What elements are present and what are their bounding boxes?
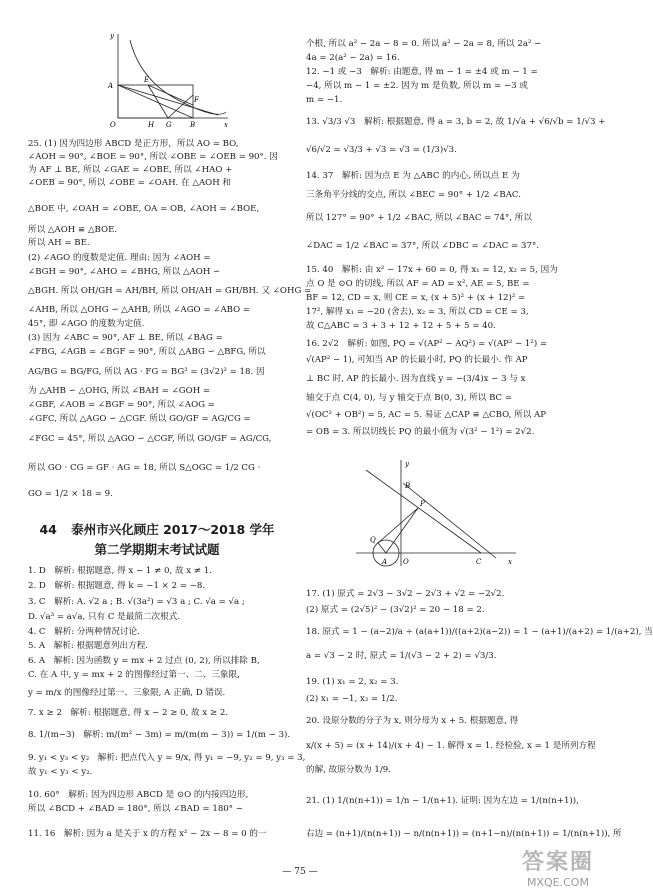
- fig-label: B: [190, 121, 196, 129]
- text-line: 16. 2√2 解析: 如图, PQ = √(AP² − AQ²) = √(AP² − 1²) =: [306, 339, 548, 349]
- text-line: √(AP² − 1), 可知当 AP 的长最小时, PQ 的长最小. 作 AP: [306, 355, 528, 365]
- text-line: 点 O 是 ⊙O 的切线, 所以 AF = AD = x², AE = 5, BE =: [306, 279, 530, 289]
- text-line: 13. √3/3 √3 解析: 根据题意, 得 a = 3, b = 2, 故 1/√a + √6/√b = 1/√3 +: [306, 117, 606, 127]
- fig-label: y: [405, 460, 409, 468]
- answer-line: 5. A 解析: 根据题意列出方程.: [28, 641, 149, 651]
- text-line: △BGH. 所以 OH/GH = AH/BH, 所以 OH/AH = GH/BH. 又 ∠OHG =: [28, 286, 312, 296]
- fig-label: P: [420, 500, 425, 508]
- text-line: 4a = 2(a² − 2a) = 16.: [306, 53, 400, 63]
- text-line: 三条角平分线的交点, 所以 ∠BEC = 90° + 1/2 ∠BAC.: [306, 190, 521, 200]
- square-figure: [108, 30, 238, 130]
- text-line: ∠GBF, ∠AOB = ∠BGF = 90°, 所以 ∠AOG =: [28, 400, 215, 410]
- text-line: △BOE 中, ∠OAH = ∠OBE, OA = OB, ∠AOH = ∠BOE,: [28, 204, 260, 214]
- answer-line: 3. C 解析: A. √2 a ; B. √(3a²) = √3 a ; C. √a = √a ;: [28, 597, 245, 607]
- text-line: 所以 GO · CG = GF · AG = 18, 所以 S△OGC = 1/2 CG ·: [28, 463, 261, 473]
- text-line: 为 △AHB ∽ △OHG, 所以 ∠BAH = ∠GOH =: [28, 386, 211, 396]
- text-line: 25. (1) 因为四边形 ABCD 是正方形，所以 AO = BO,: [28, 139, 239, 149]
- answer-line: y = m/x 的图像经过第一、三象限, A 正确, D 错误.: [28, 688, 226, 698]
- answer-line: 1. D 解析: 根据题意, 得 x − 1 ≠ 0, 故 x ≠ 1.: [28, 566, 213, 576]
- page-number: — 75 —: [282, 867, 318, 877]
- text-line: 12. −1 或 −3 解析: 由题意, 得 m − 1 = ±4 或 m − 1 =: [306, 67, 538, 77]
- text-line: 15. 40 解析: 由 x² − 17x + 60 = 0, 得 x₁ = 12, x₂ = 5, 因为: [306, 265, 558, 275]
- answer-line: C. 在 A 中, y = mx + 2 的图像经过第一、二、三象限,: [28, 670, 240, 680]
- text-line: ∠FBG, ∠AGB = ∠BGF = 90°, 所以 △ABG ∽ △BFG, 所以: [28, 347, 266, 357]
- answer-line: 9. y₁ < y₃ < y₂ 解析: 把点代入 y = 9/x, 得 y₁ = −9, y₂ = 9, y₃ = 3,: [28, 753, 306, 763]
- text-line: GO = 1/2 × 18 = 9.: [28, 489, 113, 499]
- answer-line: 故 y₁ < y₃ < y₂.: [28, 767, 93, 777]
- section-number: 44: [39, 522, 57, 537]
- text-line: ⊥ BC 时, AP 的长最小. 因为直线 y = −(3/4)x − 3 与 x: [306, 374, 526, 384]
- fig-label: B: [405, 482, 411, 490]
- answer-line: 17. (1) 原式 = 2√3 − 3√2 − 2√3 + √2 = −2√2.: [306, 589, 505, 599]
- answer-line: (2) 原式 = (2√5)² − (3√2)² = 20 − 18 = 2.: [306, 605, 485, 615]
- answer-line: 20. 设原分数的分子为 x, 则分母为 x + 5. 根据题意, 得: [306, 716, 519, 726]
- text-line: ∠AHB, 所以 △OHG ∽ △AHB, 所以 ∠AGO = ∠ABO =: [28, 305, 251, 315]
- text-line: BF = 12, CD = x, 则 CE = x, (x + 5)² + (x + 12)² =: [306, 293, 526, 303]
- answer-line: x/(x + 5) = (x + 14)/(x + 4) − 1. 解得 x = 1. 经检验, x = 1 是所列方程: [306, 741, 596, 751]
- text-line: ∠OEB = 90°, 所以 ∠OBE = ∠OAH. 在 △AOH 和: [28, 178, 232, 188]
- text-line: 为 AF ⊥ BE, 所以 ∠GAE = ∠OBE, 所以 ∠HAO +: [28, 165, 233, 175]
- text-line: 轴交于点 C(4, 0), 与 y 轴交于点 B(0, 3), 所以 BC =: [306, 393, 513, 403]
- fig-label: x: [224, 121, 228, 129]
- fig-label: O: [403, 558, 409, 566]
- text-line: √6/√2 = √3/3 + √3 = √3 = (1/3)√3.: [306, 145, 457, 155]
- fig-label: A: [382, 558, 388, 566]
- answer-line: 8. 1/(m−3) 解析: m/(m² − 3m) = m/(m(m − 3)) = 1/(m − 3).: [28, 730, 291, 740]
- text-line: ∠GFC, 所以 △AGO ∽ △CGF. 所以 GO/GF = AG/CG =: [28, 414, 251, 424]
- watermark-text: 答案圈: [521, 850, 594, 875]
- text-line: (2) ∠AGO 的度数是定值. 理由: 因为 ∠AOH =: [28, 253, 211, 263]
- watermark-url: MXQE.COM: [527, 876, 589, 889]
- answer-line: 2. D 解析: 根据题意, 得 k = −1 × 2 = −8.: [28, 581, 206, 591]
- text-line: = OB = 3. 所以切线长 PQ 的最小值为 √(3² − 1²) = 2√2.: [306, 427, 535, 437]
- answer-line: 所以 ∠BCD + ∠BAD = 180°, 所以 ∠BAD = 180° −: [28, 804, 243, 814]
- answer-line: 18. 原式 = 1 − (a−2)/a ÷ (a(a+1))/((a+2)(a−2)) = 1 − (a+1)/(a+2) = 1/(a+2), 当: [306, 627, 653, 637]
- text-line: −4, 所以 m − 1 = ±2. 因为 m 是负数, 所以 m = −3 或: [306, 81, 528, 91]
- fig-label: A: [108, 82, 114, 90]
- circle-line-figure: [356, 458, 516, 568]
- fig-label: E: [144, 76, 150, 84]
- answer-line: 4. C 解析: 分两种情况讨论.: [28, 627, 140, 637]
- answer-line: (2) x₁ = −1, x₂ = 1/2.: [306, 694, 398, 704]
- text-line: ∠DAC = 1/2 ∠BAC = 37°, 所以 ∠DBC = ∠DAC = 37°.: [306, 241, 539, 251]
- text-line: (3) 因为 ∠ABC = 90°, AF ⊥ BE, 所以 ∠BAG =: [28, 333, 223, 343]
- text-line: 45°, 即 ∠AGO 的度数为定值.: [28, 319, 145, 329]
- answer-line: 6. A 解析: 因为函数 y = mx + 2 过点 (0, 2), 所以排除 B,: [28, 656, 260, 666]
- answer-line: 的解, 故原分数为 1/9.: [306, 765, 391, 775]
- text-line: 个根, 所以 a² − 2a − 8 = 0. 所以 a² − 2a = 8, 所以 2a² −: [306, 39, 542, 49]
- answer-line: 7. x ≥ 2 解析: 根据题意, 得 x − 2 ≥ 0, 故 x ≥ 2.: [28, 708, 229, 718]
- section-title-line1: 泰州市兴化顾庄 2017～2018 学年: [71, 522, 275, 537]
- text-line: 14. 37 解析: 因为点 E 为 △ABC 的内心, 所以点 E 为: [306, 171, 520, 181]
- text-line: 故 C△ABC = 3 + 3 + 12 + 12 + 5 + 5 = 40.: [306, 321, 496, 331]
- fig-label: Q: [370, 536, 376, 544]
- fig-label: y: [110, 32, 114, 40]
- section-subtitle: 第二学期期末考试试题: [94, 542, 220, 557]
- fig-label: F: [194, 96, 199, 104]
- answer-line: 10. 60° 解析: 因为四边形 ABCD 是 ⊙O 的内接四边形,: [28, 790, 249, 800]
- answer-line: D. √a³ = a√a, 只有 C 是最简二次根式.: [28, 612, 181, 622]
- text-line: 所以 △AOH ≌ △BOE.: [28, 225, 118, 235]
- text-line: ∠FGC = 45°, 所以 △AGO ∽ △CGF, 所以 GO/GF = AG/CG,: [28, 434, 272, 444]
- fig-label: G: [166, 121, 172, 129]
- text-line: ∠BGH = 90°, ∠AHO = ∠BHG, 所以 △AOH ∽: [28, 267, 221, 277]
- text-line: ∠AOH = 90°, ∠BOE = 90°, 所以 ∠OBE = ∠OEB = 90°. 因: [28, 152, 278, 162]
- answer-line: a = √3 − 2 时, 原式 = 1/(√3 − 2 + 2) = √3/3.: [306, 651, 497, 661]
- answer-line: 11. 16 解析: 因为 a 是关于 x 的方程 x² − 2x − 8 = 0 的一: [28, 829, 267, 839]
- answer-line: 右边 = (n+1)/(n(n+1)) − n/(n(n+1)) = (n+1−n)/(n(n+1)) = 1/(n(n+1)), 所: [306, 829, 622, 839]
- answer-line: 21. (1) 1/(n(n+1)) = 1/n − 1/(n+1). 证明: 因为左边 = 1/(n(n+1)),: [306, 796, 579, 806]
- text-line: 所以 AH = BE.: [28, 238, 90, 248]
- text-line: m = −1.: [306, 95, 343, 105]
- fig-label: C: [476, 558, 482, 566]
- watermark-logo: [522, 845, 594, 889]
- fig-label: O: [110, 121, 116, 129]
- text-line: 17², 解得 x₁ = −20 (舍去), x₂ = 3, 所以 CD = CE = 3,: [306, 307, 529, 317]
- text-line: 所以 127° = 90° + 1/2 ∠BAC, 所以 ∠BAC = 74°, 所以: [306, 213, 532, 223]
- fig-label: H: [148, 121, 155, 129]
- text-line: AG/BG = BG/FG, 所以 AG · FG = BG² = (3√2)² = 18. 因: [28, 367, 265, 377]
- answer-line: 19. (1) x₁ = 2, x₂ = 3.: [306, 677, 399, 687]
- section-title: [28, 520, 286, 538]
- fig-label: x: [508, 558, 512, 566]
- text-line: √(OC² + OB²) = 5, AC = 5. 易证 △CAP ≌ △CBO, 所以 AP: [306, 410, 547, 420]
